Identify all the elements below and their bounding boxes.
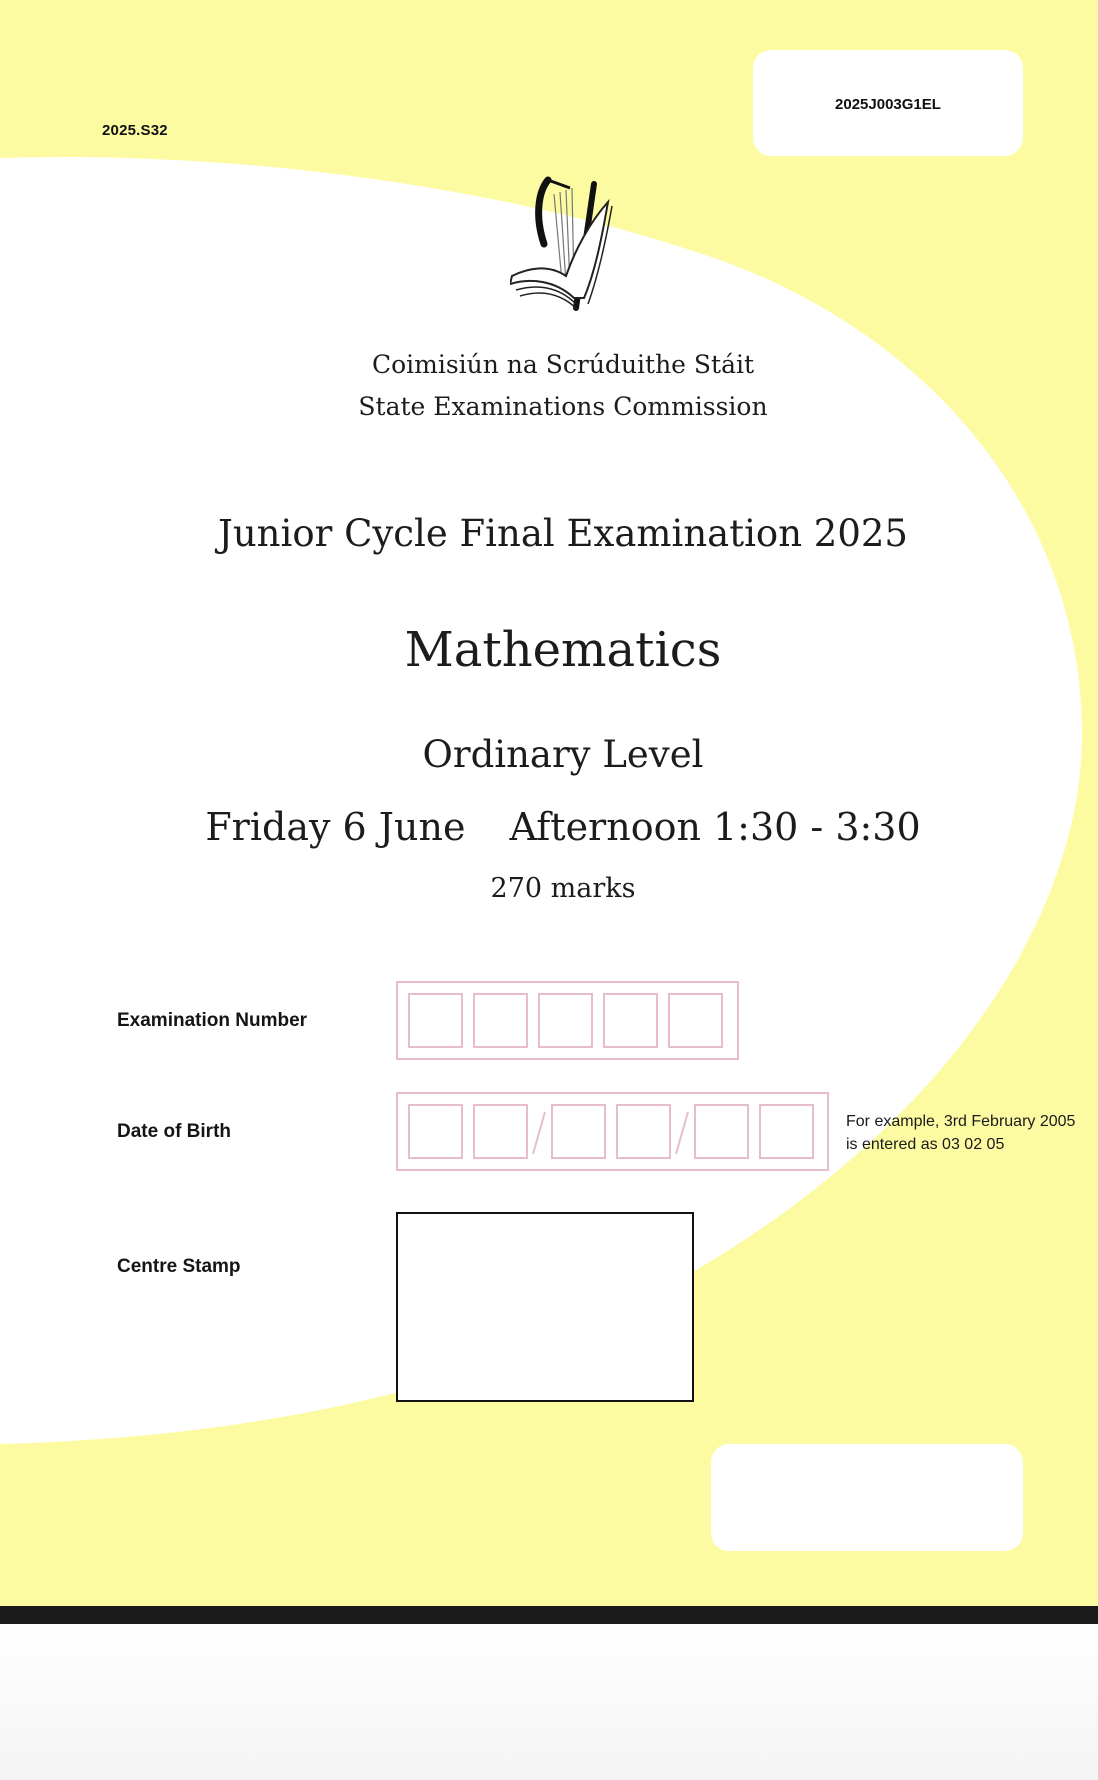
centre-stamp-box (396, 1212, 694, 1402)
date-of-birth-label: Date of Birth (117, 1121, 231, 1142)
dob-digit-box[interactable] (616, 1104, 671, 1159)
examination-number-label: Examination Number (117, 1010, 308, 1031)
harp-book-icon (510, 172, 618, 314)
dob-digit-box[interactable] (759, 1104, 814, 1159)
centre-stamp-label: Centre Stamp (117, 1256, 241, 1277)
exam-title: Junior Cycle Final Examination 2025 (218, 512, 908, 555)
exam-day: Friday 6 June (205, 805, 466, 849)
exam-number-digit-box[interactable] (408, 993, 463, 1048)
total-marks: 270 marks (490, 873, 636, 904)
blank-label-box (711, 1444, 1023, 1551)
paper-code: 2025.S32 (102, 122, 168, 139)
commission-name-irish: Coimisiún na Scrúduithe Stáit (371, 350, 755, 379)
exam-number-digit-box[interactable] (473, 993, 528, 1048)
dob-digit-box[interactable] (694, 1104, 749, 1159)
barcode-code-box (753, 50, 1023, 156)
exam-number-digit-box[interactable] (603, 993, 658, 1048)
exam-level: Ordinary Level (422, 733, 704, 776)
exam-schedule (0, 805, 1098, 849)
commission-name-english: State Examinations Commission (358, 392, 768, 421)
examination-number-field[interactable] (396, 981, 739, 1060)
exam-number-digit-box[interactable] (668, 993, 723, 1048)
dob-digit-box[interactable] (408, 1104, 463, 1159)
exam-number-digit-box[interactable] (538, 993, 593, 1048)
page-bottom-edge (0, 1606, 1098, 1624)
date-separator-slash (672, 1108, 692, 1158)
date-separator-slash (529, 1108, 549, 1158)
barcode-code: 2025J003G1EL (835, 96, 941, 113)
dob-digit-box[interactable] (473, 1104, 528, 1159)
date-of-birth-field[interactable] (396, 1092, 829, 1171)
dob-digit-box[interactable] (551, 1104, 606, 1159)
subject-title: Mathematics (404, 622, 722, 678)
viewer-background (0, 1624, 1098, 1780)
date-of-birth-example: For example, 3rd February 2005 is entered as 03 02 05 (846, 1113, 1076, 1153)
exam-time: Afternoon 1:30 - 3:30 (509, 805, 921, 849)
